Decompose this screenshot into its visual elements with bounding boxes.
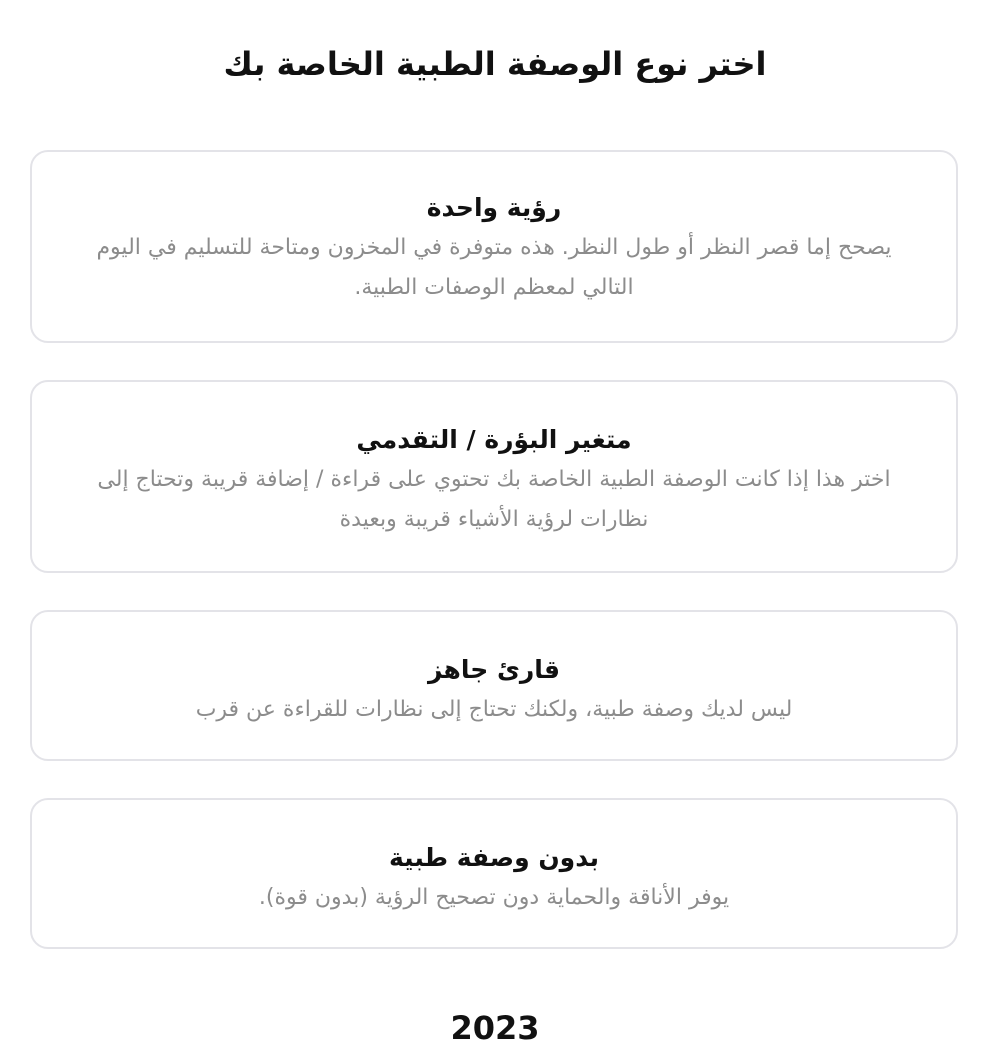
option-description: اختر هذا إذا كانت الوصفة الطبية الخاصة بك تحتوي على قراءة / إضافة قريبة وتحتاج إلى نظارات لرؤية الأشياء قريبة وبعيدة	[97, 467, 891, 532]
option-non-prescription[interactable]	[30, 798, 958, 949]
option-title: متغير البؤرة / التقدمي	[356, 425, 632, 454]
option-single-vision[interactable]	[30, 150, 958, 343]
option-varifocal-progressive[interactable]	[30, 380, 958, 573]
option-description: يصحح إما قصر النظر أو طول النظر. هذه متوفرة في المخزون ومتاحة للتسليم في اليوم التالي لمعظم الوصفات الطبية.	[96, 235, 892, 300]
option-title: رؤية واحدة	[426, 193, 562, 222]
option-title: قارئ جاهز	[427, 655, 561, 684]
page-title: اختر نوع الوصفة الطبية الخاصة بك	[223, 45, 767, 83]
cut-off-footer-text: 2023	[450, 1009, 540, 1047]
option-title: بدون وصفة طبية	[388, 843, 600, 872]
option-ready-reader[interactable]	[30, 610, 958, 761]
option-description: ليس لديك وصفة طبية، ولكنك تحتاج إلى نظارات للقراءة عن قرب	[195, 697, 793, 722]
option-description: يوفر الأناقة والحماية دون تصحيح الرؤية (بدون قوة).	[258, 885, 730, 910]
